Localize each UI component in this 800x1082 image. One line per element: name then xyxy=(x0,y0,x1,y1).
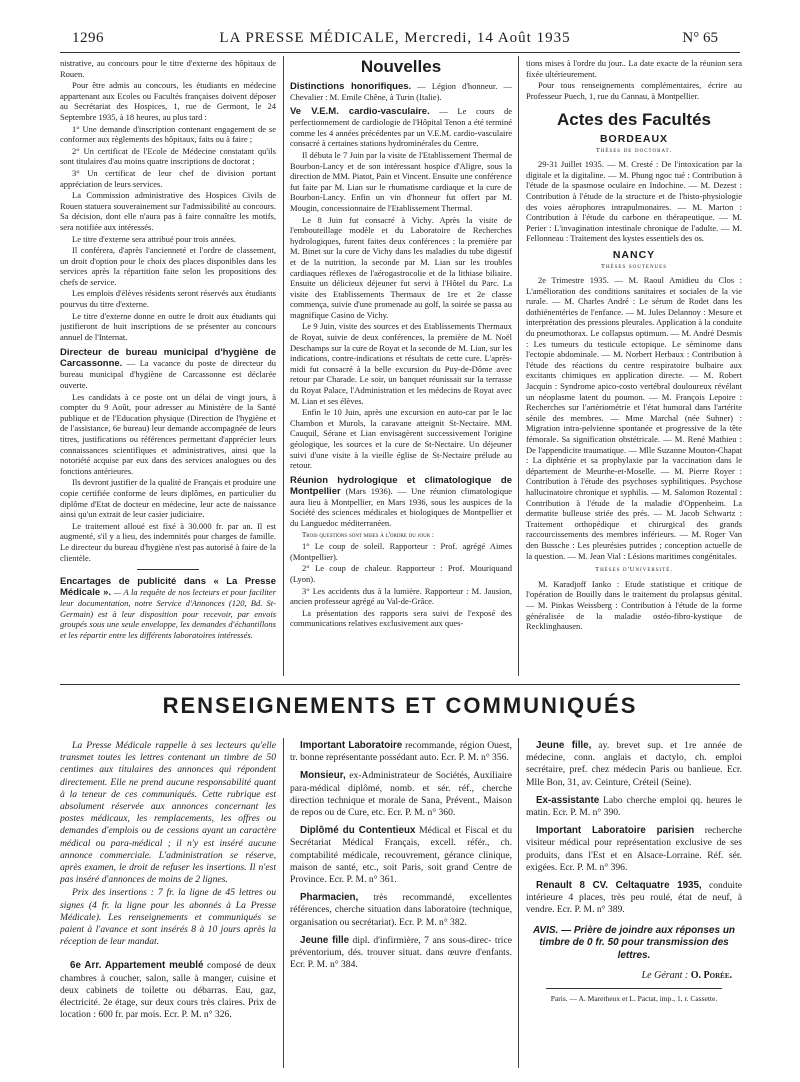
renseignements-column-3 xyxy=(526,740,742,1070)
news-heading: Distinctions honorifiques. xyxy=(290,80,412,92)
news-heading: Ve V.E.M. cardio-vasculaire. xyxy=(290,106,430,118)
paragraph: La Commission administrative des Hospices Civils de Rouen statuera souverainement sur l'admissibilité au concours. Sa décision, dont elle n'aura pas à faire connaître les motifs, sera notifiée aux intéressés. xyxy=(60,190,276,232)
news-item xyxy=(290,475,512,529)
city-heading: NANCY xyxy=(612,248,656,261)
news-heading: Réunion hydrologique et climatologique de Montpellier xyxy=(290,474,512,497)
classified-ad: Diplômé du Contentieux Médical et Fiscal et du Secrétariat Médical Français, excell. référ., ch. comptabilité médicale, recouvrement, gérance clinique, maison de santé, etc., soit Paris, soit grand Centre de Province. Ecr. P. M. n° 361. xyxy=(290,825,512,886)
paragraph: Le titre d'externe donne en outre le droit aux étudiants qui justifieront de huit inscriptions de se présenter au concours annuel de l'Internat. xyxy=(60,310,276,342)
issue-number: N° 65 xyxy=(682,30,718,46)
question-item: 1° Le coup de soleil. Rapporteur : Prof. agrégé Aimes (Montpellier). xyxy=(290,541,512,562)
classified-ad: Important Laboratoire parisien recherche visiteur médical pour représentation exclusive de ses produits, dans l'Est et en Alsace-Lorraine. Réf. sér. exigées. Ecr. P. M. n° 396. xyxy=(526,825,742,873)
subheading: Thèses soutenues xyxy=(600,262,668,270)
renseignements-column-1 xyxy=(60,740,276,1070)
paragraph: La présentation des rapports sera suivi de l'exposé des communications relatives exclusivement aux ques- xyxy=(290,607,512,629)
paragraph: nistrative, au concours pour le titre d'externe des hôpitaux de Rouen. xyxy=(60,58,276,79)
classified-ad: 6e Arr. Appartement meublé composé de deux chambres à coucher, salon, salle à manger, cuisine et deux cabinets de toilette ou débarras. Eau, gaz, électricité. 2e étage, sur deux cours très claires. Prix de location : 600 fr. par mois. Ecr. P. M. n° 326. xyxy=(60,960,276,1021)
theses-list: 2e Trimestre 1935. — M. Raoul Amidieu du Clos : L'amélioration des conditions sanitaires et sociales de la vie rurale. — M. Charles André : Le sérum de Rodet dans les dothiénentéries de l'enfance. — M. Jules Delannoy : Mesure et interprétation des pressions pleurales. Application à la conduite du pneumothorax. Le collapsus optimum. — M. André Desmis : Les tumeurs du testicule ectopique. Le séminome dans l'ectopie abdominale. — M. Norbert Herbaux : Contribution à l'étude des réactions du centre respiratoire bulbaire aux excitants chimiques en application directe. — M. Robert Jacquin : Syndrome apico-costo vertébral douloureux révélant un néoplasme latent du poumon. — M. François Lepoire : Recherches sur l'artériométrie et l'état humoral dans l'artérite sénile des membres. — Mme Marchal (née Suhner) : Migration intra-pelvienne spontanée et progressive de la tête fémorale. Sa signification obstétricale. — M. René Mathieu : De l'appendicite traumatique. — Mlle Suzanne Mouton-Chapat : La diphtérie et sa prophylaxie par la vaccination dans le département de Meurthe-et-Moselle. — M. Pierre Royer : Contribution à l'étude des psychoses syphilitiques. Psychose hallucinatoire chronique et syphilis. — M. Salomon Rozental : Contribution à l'étude de la maladie d'Oppenheim. La dermatite bulleuse striée des prés. — M. Jacob Schwartz : Traitement orthopédique et chirurgical des grands raccourcissements des membres inférieurs. — M. Roger Van den Bussche : Les pleurésies putrides ; conception actuelle de la question. — M. Jean Vial : Lésions maritimes congénitales. xyxy=(526,275,742,561)
paragraph: Le titre d'externe sera attribué pour trois années. xyxy=(72,233,236,244)
paragraph: Le 9 Juin, visite des sources et des Etablissements Thermaux de Royat, suivie de deux conférences, la première de M. Noël Deschamps sur la cure de Royat et la seconde de M. Lian, sur les indications, contre-indications et résultats de cette cure. L'après-midi fut consacré à la belle excursion du Puy-de-Dôme avec retour par Charade. Le soir, un banquet réunissait sur la terrasse du Royat Palace, l'Administration et les médecins de Royat avec M. Lian et ses élèves. xyxy=(290,321,512,406)
column-3 xyxy=(526,58,742,678)
paragraph: Les candidats à ce poste ont un délai de vingt jours, à compter du 9 Août, pour adresser au Ministère de la Santé publique et de l'Education physique (Direction de l'hygiène et de l'assistance, 6e bureau) leur demande accompagnée de leurs titres, justifications ou références permettant d'apprécier leurs connaissances scientifiques et administratives, ainsi que la notoriété acquise par eux dans des services analogues ou des fonctions antérieures. xyxy=(60,391,276,476)
paragraph: 2° Un certificat de l'Ecole de Médecine constatant qu'ils sont titulaires d'au moins quatre inscriptions de doctorat ; xyxy=(60,145,276,167)
gerant-line: Le Gérant : O. Porée. xyxy=(641,970,732,982)
column-rule xyxy=(518,56,519,676)
city-heading: BORDEAUX xyxy=(599,132,669,145)
page-number: 1296 xyxy=(72,30,104,46)
news-item xyxy=(290,106,512,149)
paragraph: 3° Un certificat de leur chef de division portant appréciation de leurs services. xyxy=(60,167,276,189)
section-title-nouvelles: Nouvelles xyxy=(360,58,442,76)
classified-ad: Ex-assistante Labo cherche emploi qq. heures le matin. Ecr. P. M. n° 390. xyxy=(526,794,742,819)
section-title-actes: Actes des Facultés xyxy=(556,110,711,130)
paragraph: Enfin le 10 Juin, après une excursion en auto-car par le lac Chambon et Murols, la caravane atteignit St-Nectaire. MM. Cauquil, Sérane et Lian envisagèrent successivement l'origine géologique, les sources et la cure de St-Nectaire. Un déjeuner suivi d'une visite à la vieille église de St-Nectaire prélude au retour. xyxy=(290,407,512,471)
question-item: 2° Le coup de chaleur. Rapporteur : Prof. Mouriquand (Lyon). xyxy=(290,563,512,584)
theses-list: 29-31 Juillet 1935. — M. Cresté : De l'intoxication par la digitale et la digitaline. — M. Phung ngoc tué : Contribution à l'étude de la spasmose oculaire en Indochine. — M. Dezest : Contribution à l'étude de la structure et de l'histo-physiologie des voies aérophores intrapulmonaires. — M. Marton : Contribution à l'étude du carbone en thérapeutique. — M. Perier : L'invagination intestinale chronique de l'adulte. — M. Fellonneau : Traitement des kystes essentiels des os. xyxy=(526,159,742,244)
paragraph: Le traitement alloué est fixé à 30.000 fr. par an. Il est augmenté, s'il y a lieu, des indemnités pour charges de famille. Le directeur du bureau d'hygiène n'est pas autorisé à faire de la clientèle. xyxy=(60,520,276,563)
imprint-rule xyxy=(546,988,722,989)
running-head xyxy=(72,30,718,50)
column-rule xyxy=(518,738,519,1068)
column-1 xyxy=(60,58,276,678)
paragraph: Ils devront justifier de la qualité de Français et produire une copie certifiée conforme de leurs diplômes, en particulier du diplôme d'Etat de docteur en médecine, leur acte de naissance ainsi qu'un extrait de leur casier judiciaire. xyxy=(60,477,276,520)
paragraph: Il débuta le 7 Juin par la visite de l'Etablissement Thermal de Bourbon-Lancy et de son intéressant hospice d'Aligre, sous la direction de MM. Piatot, Pain et Vincent. Ensuite une conférence fut faite par M. Lian sur le rhumatisme cardiaque et la cure de Bourbon-Lancy. Enfin un vin d'honneur fut offert par M. Mougin, concessionnaire de l'Etablissement Thermal. xyxy=(290,149,512,213)
classified-ad: Monsieur, ex-Administrateur de Sociétés, Auxiliaire para-médical diplômé, nomb. et sér. réf., cherche direction technique et morale de Sana, Prévent., Maison de repos ou de Cure, etc. Ecr. P. M. n° 360. xyxy=(290,770,512,819)
column-rule xyxy=(283,56,284,676)
subheading: Thèses d'Université. xyxy=(595,566,673,574)
classified-ad: Renault 8 CV. Celtaquatre 1935, conduite intérieure 4 places, très peu roulé, état de neuf, à vendre. Ecr. P. M. n° 389. xyxy=(526,880,742,916)
avis-notice: AVIS. — Prière de joindre aux réponses un timbre de 0 fr. 50 pour transmission des lettres. xyxy=(532,924,736,961)
news-item xyxy=(60,347,276,390)
news-text: — Légion d'honneur. — Chevalier : M. Emile Chêne, à Turin (Italie). xyxy=(290,80,512,102)
classified-ad: Jeune fille dipl. d'infirmière, 7 ans sous-direc- trice préventorium, dés. trouver situat. dans œuvre d'enfants. Ecr. P. M. n° 384. xyxy=(290,934,512,971)
news-text: — A la requête de nos lecteurs et pour faciliter leur documentation, notre Service d'Annonces (120, Bd. St-Germain) est à leur disposition pour recevoir, par envois groupés sous une seule enveloppe, les demandes d'échantillons et les répartir entre les différents laboratoires intéressés. xyxy=(60,587,276,640)
journal-title: LA PRESSE MÉDICALE, Mercredi, 14 Août 1935 xyxy=(219,30,571,46)
paragraph: Les emplois d'élèves résidents seront réservés aux étudiants pourvus du titre d'externe. xyxy=(60,288,276,310)
news-text: — La vacance du poste de directeur du bureau municipal d'hygiène de Carcassonne est déclarée ouverte. xyxy=(60,358,276,391)
renseignements-column-2 xyxy=(290,740,512,1070)
classified-ad: Jeune fille, ay. brevet sup. et 1re année de médecine, conn. anglais et dactylo, ch. emploi secrétaire, pref. chez médecin Paris ou banlieue. Ecr. Mlle Bon, 31, av. Ceinture, Créteil (Seine). xyxy=(526,740,742,788)
imprint: Paris. — A. Maretheux et L. Pactat, imp., 1, r. Cassette. xyxy=(550,994,718,1004)
news-text: (Mars 1936). — Une réunion climatologique aura lieu à Montpellier, en Mars 1936, sous les auspices de la Société des sciences médicales et biologiques de Montpellier et du Languedoc méditerranéen. xyxy=(290,485,512,528)
gerant-name: O. Porée. xyxy=(690,970,732,982)
column-rule xyxy=(283,738,284,1068)
renseignements-title: RENSEIGNEMENTS ET COMMUNIQUÉS xyxy=(162,693,638,718)
paragraph: Le 8 Juin fut consacré à Vichy. Après la visite de l'embouteillage modèle et du Laboratoire de Recherches hydrologiques, furent faites deux conférences : la première par M. Binet sur la cure de Vichy dans les maladies du tube digestif et de la nutrition, la seconde par M. Lian sur les troubles cardiaques réflexes de l'aérogastrocolie et de la lithiase biliaire. Ensuite un délicieux déjeuner fut servi à l'Hôtel du Parc. La visite des Etablissements Thermaux de 1re et 2e classe commença, suivie d'une promenade au golf, la soirée se passa au magnifique Casino de Vichy. xyxy=(290,214,512,320)
notice-prices: Prix des insertions : 7 fr. la ligne de 45 lettres ou signes (4 fr. la ligne pour les abonnés à La Presse Médicale). Les renseignements et communiqués se paient à l'avance et sont insérés 8 à 10 jours après la réception de leur mandat. xyxy=(60,887,276,948)
paragraph: Pour tous renseignements complémentaires, écrire au Professeur Puech, 1, rue du Cannau, à Montpellier. xyxy=(526,80,742,101)
notice-intro: La Presse Médicale rappelle à ses lecteurs qu'elle transmet toutes les lettres contenant un timbre de 50 centimes aux titulaires des annonces qui répondent directement. Elle ne prend aucune responsabilité quant à la teneur de ces communiqués. Cette rubrique est absolument réservée aux annonces concernant les postes médicaux, les remplacements, les offres ou demandes d'emplois ou de cessions ayant un caractère médical ou para-médical ; il n'y est inséré aucune annonce commerciale. L'administration se réserve, après examen, le droit de refuser les insertions. Il n'est pas inséré d'annonces de moins de 2 lignes. xyxy=(60,740,276,886)
questions-heading: Trois questions sont mises à l'ordre du jour : xyxy=(302,530,434,539)
paragraph: 1° Une demande d'inscription contenant engagement de se conformer aux règlements des hôpitaux, faits ou à faire ; xyxy=(60,123,276,145)
separator xyxy=(137,569,199,570)
paragraph: Pour être admis au concours, les étudiants en médecine appartenant aux Ecoles ou Facultés françaises doivent déposer au Secrétariat des Hospices, 1, rue de Germont, le 24 Septembre 1935, à 18 heures, au plus tard : xyxy=(60,80,276,122)
subheading: Thèses de doctorat. xyxy=(595,146,673,154)
theses-list: M. Karadjoff Ianko : Etude statistique et critique de l'opération de Bouilly dans le traitement du prolapsus génital. — M. Pinkas Weissberg : Contribution à l'étude de la forme généralisée de la maladie ostéo-fibro-kystique de Recklinghausen. xyxy=(526,578,742,632)
news-text: — Le cours de perfectionnement de cardiologie de l'Hôpital Tenon a été terminé comme les 4 années précédentes par un V.E.M. cardio-vasculaire consacré à certaines stations hydrominérales du Centre. xyxy=(290,106,512,149)
header-rule xyxy=(60,52,740,53)
classified-ad: Important Laboratoire recommande, région Ouest, tr. bonne représentante possédant auto. Ecr. P. M. n° 356. xyxy=(290,740,512,764)
news-item xyxy=(290,81,512,103)
paragraph: Il conférera, d'après l'ancienneté et l'ordre de classement, un droit d'option pour le choix des places disponibles dans les services après la répartition faite selon les propositions des chefs de service. xyxy=(60,245,276,287)
news-heading: Directeur de bureau municipal d'hygiène de Carcassonne. xyxy=(60,347,276,370)
question-item: 3° Les accidents dus à la lumière. Rapporteur : M. Jausion, ancien professeur agrégé au Val-de-Grâce. xyxy=(290,585,512,607)
column-2 xyxy=(290,58,512,678)
classified-ad: Pharmacien, très recommandé, excellentes références, cherche situation dans laboratoire (technique, organisation ou secrétariat). Ecr. P. M. n° 382. xyxy=(290,892,512,928)
paragraph: tions mises à l'ordre du jour.. La date exacte de la réunion sera fixée ultérieurement. xyxy=(526,58,742,79)
news-item xyxy=(60,576,276,640)
news-heading: Encartages de publicité dans « La Presse Médicale ». xyxy=(60,576,276,599)
section-rule xyxy=(60,684,740,685)
